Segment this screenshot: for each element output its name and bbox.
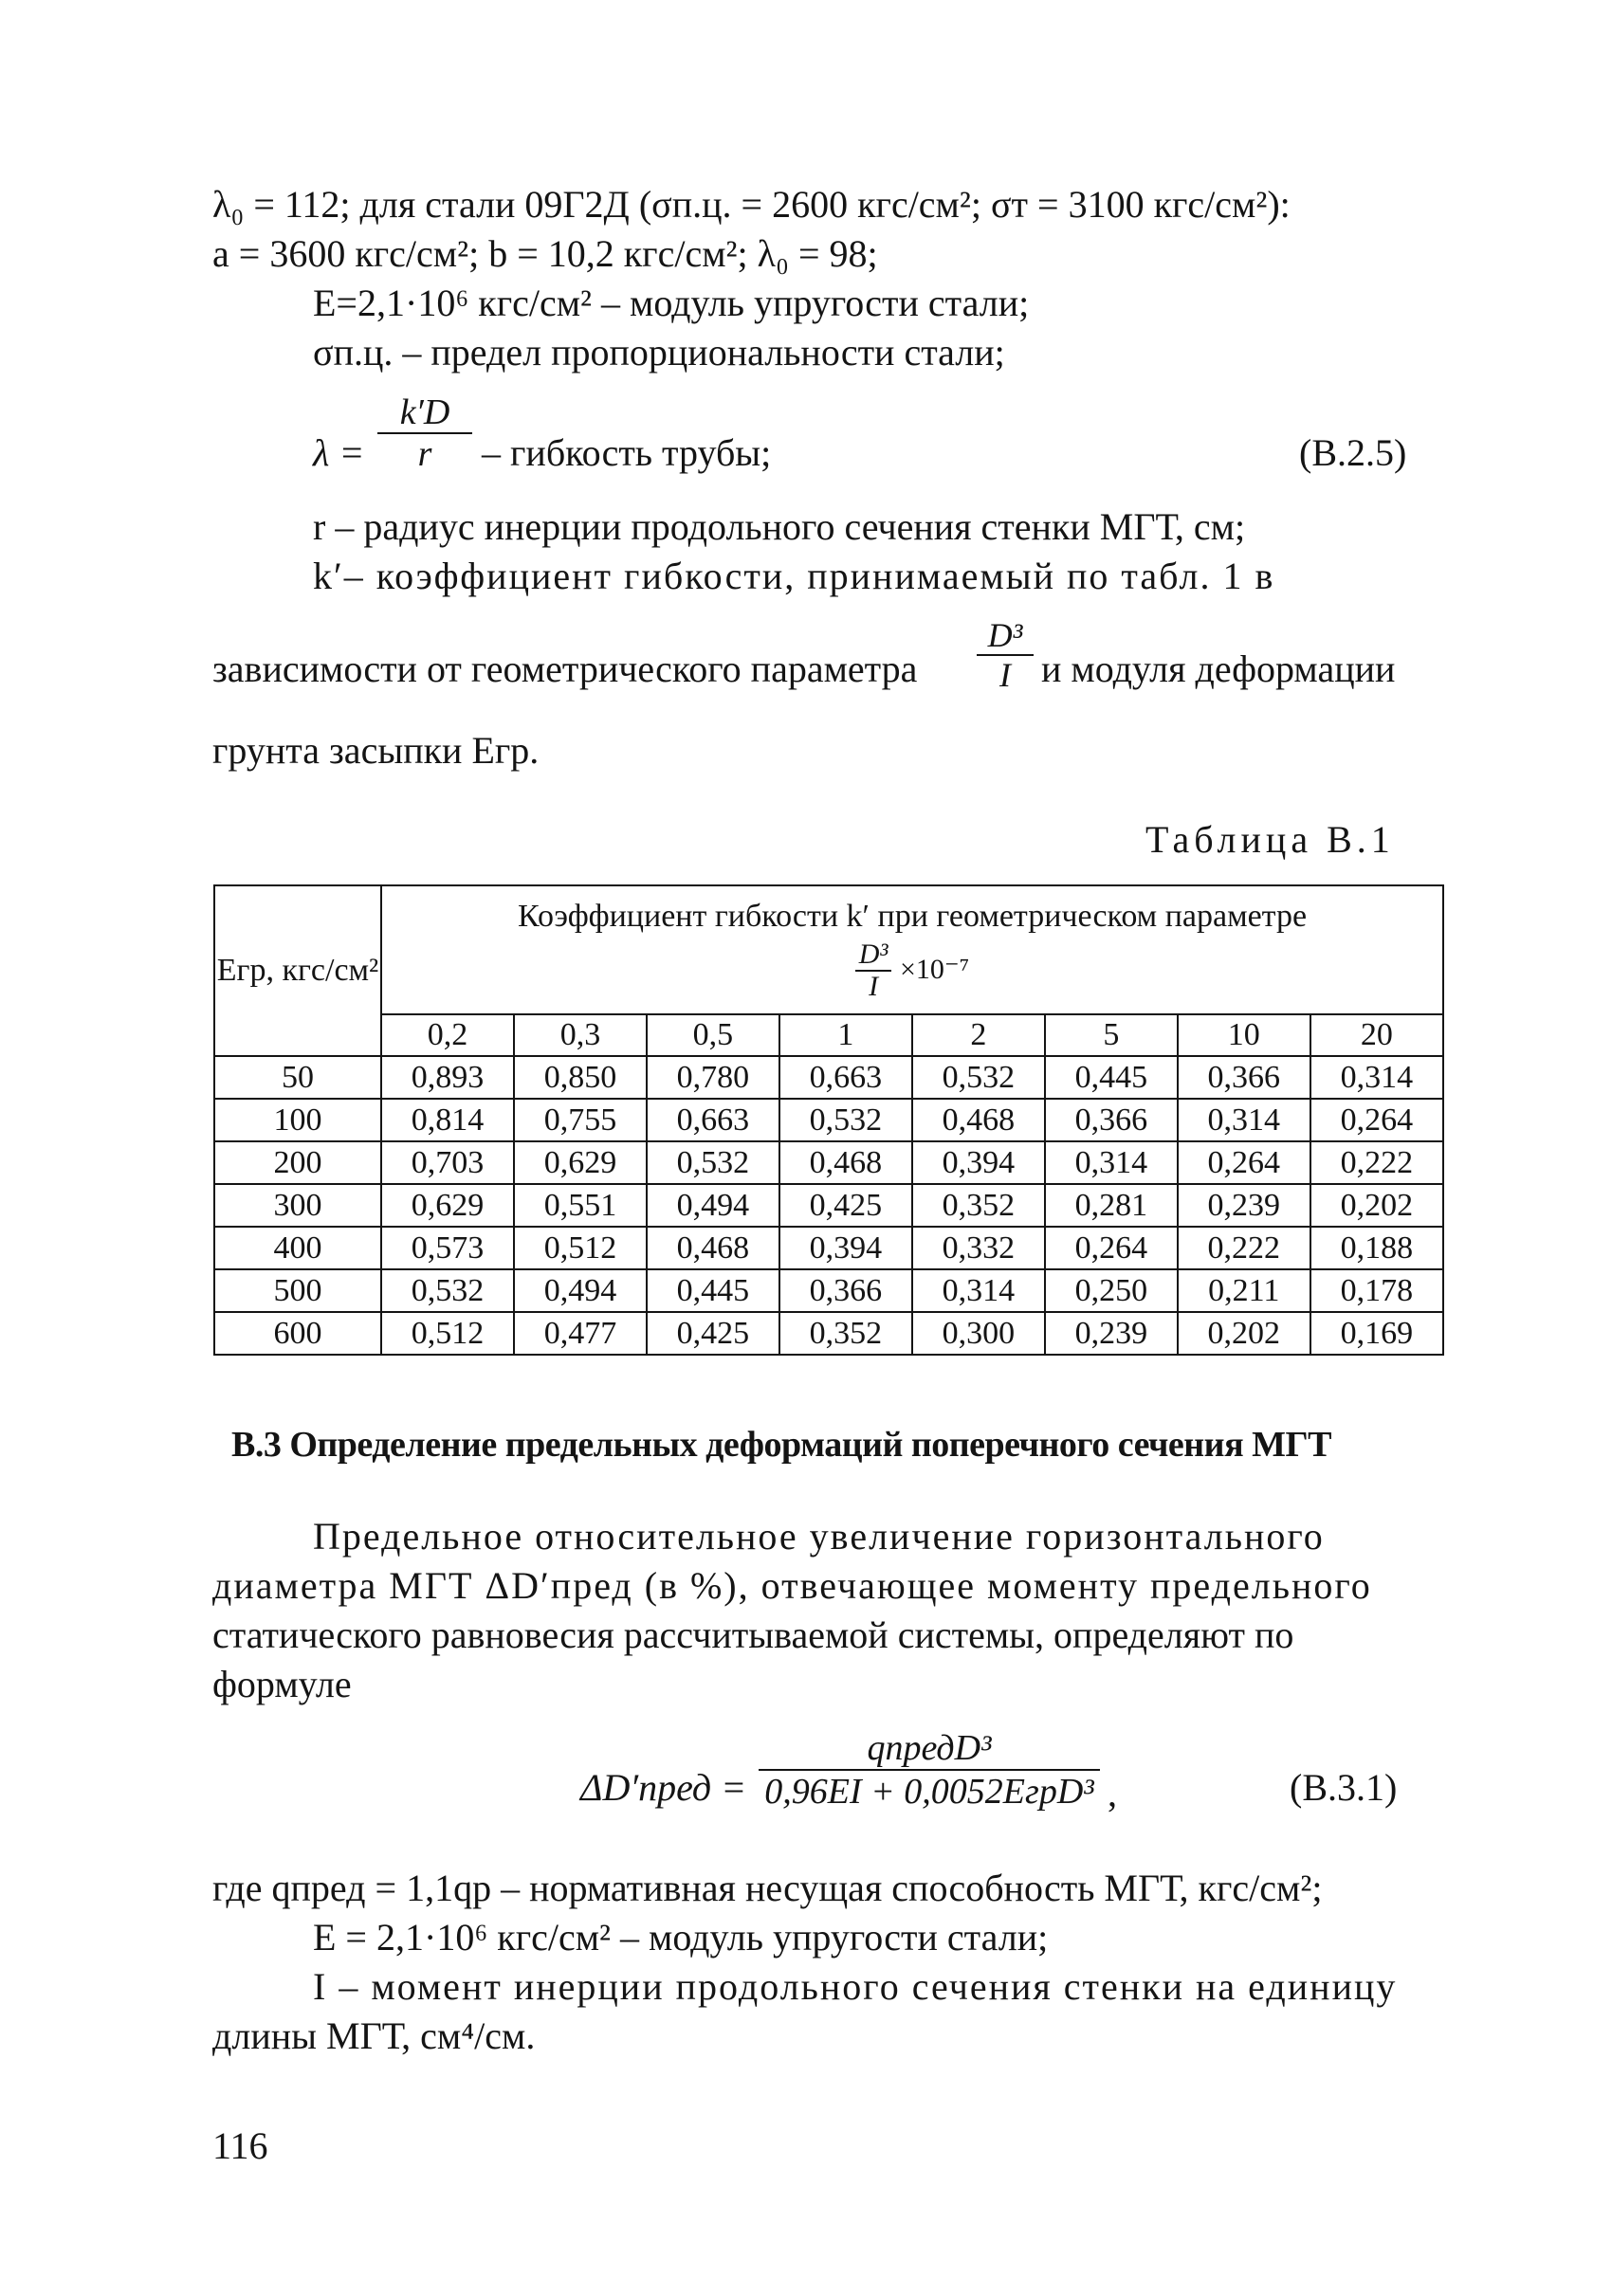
section-paragraph-line-2: диаметра МГТ ΔD′пред (в %), отвечающее моменту предельного: [212, 1564, 1372, 1607]
param-numerator: D³: [977, 616, 1034, 656]
table-cell: 0,755: [514, 1099, 647, 1141]
column-header-2: 0,3: [514, 1014, 647, 1056]
table-cell: 0,169: [1310, 1312, 1443, 1355]
table-header-row: [214, 885, 1443, 1014]
lambda-denominator: r: [417, 434, 432, 474]
table-body: [214, 1056, 1443, 1355]
table-param-multiplier: ×10⁻⁷: [899, 953, 970, 985]
table-cell: 0,250: [1045, 1269, 1178, 1312]
param-denominator: I: [999, 656, 1011, 694]
table-cell: 0,314: [1045, 1141, 1178, 1184]
formula-numerator: qпредD³: [759, 1727, 1100, 1771]
where-line-1: где qпред = 1,1qр – нормативная несущая способность МГТ, кгс/см²;: [212, 1867, 1323, 1909]
table-cell: 0,222: [1310, 1141, 1443, 1184]
equation-number-b31: (В.3.1): [1290, 1766, 1398, 1809]
lambda-description: – гибкость трубы;: [482, 431, 772, 474]
formula-fraction: [759, 1727, 1100, 1813]
table-cell: 0,780: [647, 1056, 779, 1099]
header-coefficient-group: [381, 885, 1443, 1014]
formula-comma: ,: [1108, 1772, 1117, 1814]
where-line-2: E = 2,1·10⁶ кгс/см² – модуль упругости стали;: [313, 1916, 1049, 1959]
table-cell: 0,300: [912, 1312, 1045, 1355]
table-cell: 0,532: [381, 1269, 514, 1312]
table-cell: 0,239: [1045, 1312, 1178, 1355]
row-soil-modulus: 200: [214, 1141, 381, 1184]
intro-line-4: σп.ц. – предел пропорциональности стали;: [313, 331, 1005, 374]
intro-line-2: a = 3600 кгс/см²; b = 10,2 кгс/см²; λ₀ = 98;: [212, 232, 878, 275]
table-cell: 0,188: [1310, 1227, 1443, 1269]
column-header-6: 5: [1045, 1014, 1178, 1056]
table-row: [214, 1269, 1443, 1312]
table-cell: 0,178: [1310, 1269, 1443, 1312]
table-cell: 0,332: [912, 1227, 1045, 1269]
table-row: [214, 1184, 1443, 1227]
where-line-4: длины МГТ, см⁴/см.: [212, 2014, 536, 2057]
table-cell: 0,893: [381, 1056, 514, 1099]
table-cell: 0,222: [1178, 1227, 1310, 1269]
column-header-7: 10: [1178, 1014, 1310, 1056]
param-expression: [382, 939, 1442, 1002]
table-cell: 0,468: [779, 1141, 912, 1184]
table-cell: 0,512: [381, 1312, 514, 1355]
section-paragraph-line-4: формуле: [212, 1663, 352, 1705]
page-number: 116: [212, 2124, 268, 2167]
intro-line-dependence-b: и модуля деформации: [1041, 647, 1396, 690]
table-cell: 0,264: [1178, 1141, 1310, 1184]
table-cell: 0,532: [912, 1056, 1045, 1099]
table-cell: 0,850: [514, 1056, 647, 1099]
table-cell: 0,281: [1045, 1184, 1178, 1227]
table-cell: 0,663: [779, 1056, 912, 1099]
geometric-parameter-fraction: [977, 616, 1034, 694]
where-line-3: I – момент инерции продольного сечения стенки на единицу: [313, 1965, 1398, 2008]
table-cell: 0,532: [779, 1099, 912, 1141]
row-soil-modulus: 100: [214, 1099, 381, 1141]
intro-line-1: λ₀ = 112; для стали 09Г2Д (σп.ц. = 2600 кгс/см²; σт = 3100 кгс/см²):: [212, 183, 1291, 226]
flexibility-coefficient-table: [213, 884, 1444, 1356]
table-cell: 0,494: [514, 1269, 647, 1312]
column-header-1: 0,2: [381, 1014, 514, 1056]
table-cell: 0,314: [1178, 1099, 1310, 1141]
table-cell: 0,663: [647, 1099, 779, 1141]
table-cell: 0,202: [1178, 1312, 1310, 1355]
table-cell: 0,468: [647, 1227, 779, 1269]
table-cell: 0,425: [647, 1312, 779, 1355]
table-cell: 0,366: [1045, 1099, 1178, 1141]
column-header-4: 1: [779, 1014, 912, 1056]
table-cell: 0,573: [381, 1227, 514, 1269]
table-cell: 0,394: [912, 1141, 1045, 1184]
table-cell: 0,532: [647, 1141, 779, 1184]
table-cell: 0,394: [779, 1227, 912, 1269]
table-cell: 0,445: [1045, 1056, 1178, 1099]
formula-denominator: 0,96EI + 0,0052EгрD³: [764, 1772, 1094, 1812]
table-cell: 0,814: [381, 1099, 514, 1141]
lambda-lhs: λ =: [313, 431, 365, 474]
table-row: [214, 1312, 1443, 1355]
table-cell: 0,264: [1310, 1099, 1443, 1141]
table-cell: 0,314: [1310, 1056, 1443, 1099]
table-cell: 0,468: [912, 1099, 1045, 1141]
equation-number-b25: (В.2.5): [1299, 431, 1407, 474]
intro-line-3: E=2,1·10⁶ кгс/см² – модуль упругости стали;: [313, 282, 1030, 324]
table-cell: 0,264: [1045, 1227, 1178, 1269]
table-cell: 0,494: [647, 1184, 779, 1227]
table-row: [214, 1227, 1443, 1269]
intro-line-k: k′– коэффициент гибкости, принимаемый по табл. 1 в: [313, 555, 1275, 597]
section-paragraph-line-1: Предельное относительное увеличение горизонтального: [313, 1515, 1325, 1558]
table-cell: 0,366: [779, 1269, 912, 1312]
table-column-header-row: [214, 1014, 1443, 1056]
table-cell: 0,352: [779, 1312, 912, 1355]
intro-line-dependence-a: зависимости от геометрического параметра: [212, 647, 918, 690]
table-caption: Таблица В.1: [1145, 818, 1395, 861]
table-row: [214, 1099, 1443, 1141]
table-cell: 0,239: [1178, 1184, 1310, 1227]
table-cell: 0,512: [514, 1227, 647, 1269]
lambda-numerator: k′D: [377, 392, 472, 434]
section-paragraph-line-3: статического равновесия рассчитываемой системы, определяют по: [212, 1613, 1294, 1656]
table-cell: 0,366: [1178, 1056, 1310, 1099]
intro-line-soil: грунта засыпки Eгр.: [212, 729, 540, 772]
section-heading: В.3 Определение предельных деформаций поперечного сечения МГТ: [231, 1425, 1332, 1465]
table-cell: 0,352: [912, 1184, 1045, 1227]
lambda-fraction: [377, 392, 472, 474]
table-cell: 0,211: [1178, 1269, 1310, 1312]
column-header-3: 0,5: [647, 1014, 779, 1056]
row-soil-modulus: 400: [214, 1227, 381, 1269]
table-row: [214, 1141, 1443, 1184]
table-cell: 0,703: [381, 1141, 514, 1184]
table-cell: 0,445: [647, 1269, 779, 1312]
formula-lhs: ΔD′пред =: [580, 1766, 747, 1809]
table-cell: 0,425: [779, 1184, 912, 1227]
intro-line-r: r – радиус инерции продольного сечения стенки МГТ, см;: [313, 505, 1246, 548]
table-cell: 0,629: [381, 1184, 514, 1227]
group-header-text: Коэффициент гибкости k′ при геометрическом параметре: [517, 899, 1308, 934]
table-cell: 0,202: [1310, 1184, 1443, 1227]
column-header-8: 20: [1310, 1014, 1443, 1056]
table-cell: 0,551: [514, 1184, 647, 1227]
table-cell: 0,477: [514, 1312, 647, 1355]
column-header-5: 2: [912, 1014, 1045, 1056]
table-row: [214, 1056, 1443, 1099]
row-soil-modulus: 600: [214, 1312, 381, 1355]
row-soil-modulus: 300: [214, 1184, 381, 1227]
header-soil-modulus: Eгр, кгс/см²: [214, 885, 381, 1056]
table-cell: 0,314: [912, 1269, 1045, 1312]
table-param-fraction: $\frac{\text{D³}}{I}$: [855, 939, 892, 1002]
row-soil-modulus: 500: [214, 1269, 381, 1312]
table-cell: 0,629: [514, 1141, 647, 1184]
row-soil-modulus: 50: [214, 1056, 381, 1099]
